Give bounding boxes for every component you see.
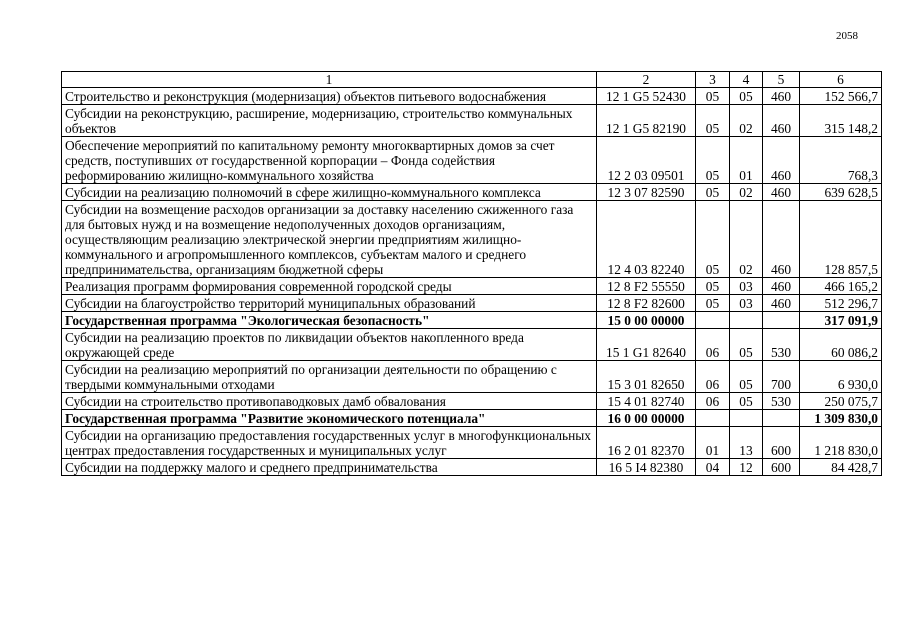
- row-code-cell: 15 0 00 00000: [597, 312, 696, 329]
- row-section-cell: 04: [696, 459, 730, 476]
- row-section-cell: 05: [696, 105, 730, 137]
- row-code-cell: 16 0 00 00000: [597, 410, 696, 427]
- row-code-cell: 12 4 03 82240: [597, 201, 696, 278]
- row-subsection-cell: 03: [730, 278, 763, 295]
- row-expense-type-cell: [763, 312, 800, 329]
- row-expense-type-cell: 460: [763, 137, 800, 184]
- header-col-2: 2: [597, 72, 696, 88]
- header-col-5: 5: [763, 72, 800, 88]
- table-body: [62, 88, 882, 476]
- row-section-cell: [696, 312, 730, 329]
- row-section-cell: 05: [696, 184, 730, 201]
- row-code-cell: 12 1 G5 82190: [597, 105, 696, 137]
- row-amount-cell: 512 296,7: [800, 295, 882, 312]
- header-col-3: 3: [696, 72, 730, 88]
- row-subsection-cell: 01: [730, 137, 763, 184]
- row-code-cell: 15 4 01 82740: [597, 393, 696, 410]
- row-name-cell: Реализация программ формирования современной городской среды: [62, 278, 597, 295]
- header-col-1: 1: [62, 72, 597, 88]
- row-section-cell: 05: [696, 278, 730, 295]
- row-amount-cell: 128 857,5: [800, 201, 882, 278]
- row-expense-type-cell: 600: [763, 459, 800, 476]
- row-amount-cell: 1 309 830,0: [800, 410, 882, 427]
- row-expense-type-cell: 530: [763, 393, 800, 410]
- row-code-cell: 12 8 F2 82600: [597, 295, 696, 312]
- table-row: [62, 427, 882, 459]
- row-amount-cell: 250 075,7: [800, 393, 882, 410]
- header-col-4: 4: [730, 72, 763, 88]
- row-section-cell: 05: [696, 295, 730, 312]
- row-name-cell: Строительство и реконструкция (модернизация) объектов питьевого водоснабжения: [62, 88, 597, 105]
- row-amount-cell: 84 428,7: [800, 459, 882, 476]
- row-code-cell: 12 8 F2 55550: [597, 278, 696, 295]
- row-subsection-cell: 02: [730, 105, 763, 137]
- table-header-row: [62, 72, 882, 88]
- row-amount-cell: 152 566,7: [800, 88, 882, 105]
- row-code-cell: 12 1 G5 52430: [597, 88, 696, 105]
- row-subsection-cell: [730, 410, 763, 427]
- row-subsection-cell: 05: [730, 329, 763, 361]
- row-expense-type-cell: 460: [763, 88, 800, 105]
- row-section-cell: 01: [696, 427, 730, 459]
- table-row: [62, 184, 882, 201]
- row-expense-type-cell: 460: [763, 184, 800, 201]
- row-amount-cell: 1 218 830,0: [800, 427, 882, 459]
- row-name-cell: Государственная программа "Развитие экономического потенциала": [62, 410, 597, 427]
- row-code-cell: 16 5 I4 82380: [597, 459, 696, 476]
- row-name-cell: Субсидии на возмещение расходов организации за доставку населению сжиженного газа для бытовых нужд и на возмещение недополученных доходов организациям, осуществляющим реализацию электрической энергии предприятиям жилищно-коммунального и агропромышленного комплексов, субъектам малого и среднего предпринимательства, организациям бюджетной сферы: [62, 201, 597, 278]
- row-amount-cell: 6 930,0: [800, 361, 882, 393]
- row-subsection-cell: 05: [730, 88, 763, 105]
- table-row: [62, 88, 882, 105]
- row-subsection-cell: 13: [730, 427, 763, 459]
- row-subsection-cell: 05: [730, 361, 763, 393]
- row-section-cell: 06: [696, 329, 730, 361]
- row-name-cell: Субсидии на благоустройство территорий муниципальных образований: [62, 295, 597, 312]
- row-name-cell: Субсидии на реализацию полномочий в сфере жилищно-коммунального комплекса: [62, 184, 597, 201]
- row-name-cell: Субсидии на строительство противопаводковых дамб обвалования: [62, 393, 597, 410]
- row-amount-cell: 466 165,2: [800, 278, 882, 295]
- row-section-cell: 05: [696, 88, 730, 105]
- row-subsection-cell: 02: [730, 184, 763, 201]
- row-amount-cell: 768,3: [800, 137, 882, 184]
- table-row: [62, 312, 882, 329]
- row-name-cell: Обеспечение мероприятий по капитальному ремонту многоквартирных домов за счет средств, поступивших от государственной корпорации – Фонда содействия реформированию жилищно-коммунального хозяйства: [62, 137, 597, 184]
- row-expense-type-cell: 600: [763, 427, 800, 459]
- page-number: 2058: [836, 30, 858, 42]
- row-subsection-cell: 03: [730, 295, 763, 312]
- row-expense-type-cell: [763, 410, 800, 427]
- row-subsection-cell: 02: [730, 201, 763, 278]
- row-name-cell: Субсидии на реализацию мероприятий по организации деятельности по обращению с твердыми коммунальными отходами: [62, 361, 597, 393]
- row-expense-type-cell: 530: [763, 329, 800, 361]
- row-amount-cell: 317 091,9: [800, 312, 882, 329]
- row-section-cell: 06: [696, 361, 730, 393]
- row-expense-type-cell: 700: [763, 361, 800, 393]
- row-name-cell: Субсидии на реконструкцию, расширение, модернизацию, строительство коммунальных объектов: [62, 105, 597, 137]
- row-subsection-cell: 05: [730, 393, 763, 410]
- row-name-cell: Субсидии на поддержку малого и среднего предпринимательства: [62, 459, 597, 476]
- table-row: [62, 295, 882, 312]
- row-expense-type-cell: 460: [763, 278, 800, 295]
- row-section-cell: [696, 410, 730, 427]
- table-row: [62, 361, 882, 393]
- row-name-cell: Субсидии на организацию предоставления государственных услуг в многофункциональных центрах предоставления государственных и муниципальных услуг: [62, 427, 597, 459]
- table-row: [62, 459, 882, 476]
- table-row: [62, 410, 882, 427]
- table-row: [62, 137, 882, 184]
- row-code-cell: 12 2 03 09501: [597, 137, 696, 184]
- table-row: [62, 105, 882, 137]
- row-amount-cell: 315 148,2: [800, 105, 882, 137]
- row-subsection-cell: 12: [730, 459, 763, 476]
- header-col-6: 6: [800, 72, 882, 88]
- row-code-cell: 16 2 01 82370: [597, 427, 696, 459]
- table-row: [62, 329, 882, 361]
- row-section-cell: 06: [696, 393, 730, 410]
- table-row: [62, 201, 882, 278]
- row-expense-type-cell: 460: [763, 201, 800, 278]
- row-name-cell: Субсидии на реализацию проектов по ликвидации объектов накопленного вреда окружающей среде: [62, 329, 597, 361]
- row-expense-type-cell: 460: [763, 105, 800, 137]
- budget-table: [61, 71, 882, 476]
- row-expense-type-cell: 460: [763, 295, 800, 312]
- row-code-cell: 15 1 G1 82640: [597, 329, 696, 361]
- row-code-cell: 15 3 01 82650: [597, 361, 696, 393]
- row-section-cell: 05: [696, 201, 730, 278]
- row-amount-cell: 60 086,2: [800, 329, 882, 361]
- row-subsection-cell: [730, 312, 763, 329]
- row-name-cell: Государственная программа "Экологическая безопасность": [62, 312, 597, 329]
- row-code-cell: 12 3 07 82590: [597, 184, 696, 201]
- row-section-cell: 05: [696, 137, 730, 184]
- table-row: [62, 393, 882, 410]
- row-amount-cell: 639 628,5: [800, 184, 882, 201]
- table-row: [62, 278, 882, 295]
